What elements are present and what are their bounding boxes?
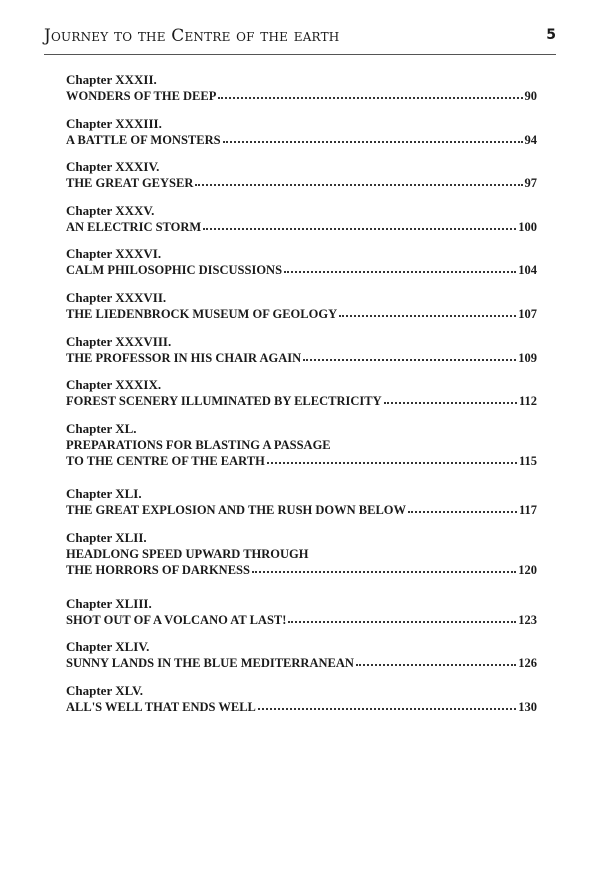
chapter-title-line xyxy=(66,502,537,518)
chapter-label: Chapter XLIV. xyxy=(66,639,150,655)
chapter-title-line xyxy=(66,88,537,104)
chapter-title-line xyxy=(66,655,537,671)
page-reference: 115 xyxy=(518,453,537,468)
book-title: Journey to the Centre of the earth xyxy=(44,26,340,46)
dot-leader xyxy=(267,461,517,464)
toc-entry xyxy=(66,72,537,116)
chapter-label: Chapter XLI. xyxy=(66,486,142,502)
chapter-label: Chapter XXXV. xyxy=(66,202,155,218)
chapter-label: Chapter XLIII. xyxy=(66,595,152,611)
toc-entry xyxy=(66,530,537,596)
toc-entry xyxy=(66,639,537,683)
toc-entry xyxy=(66,203,537,247)
chapter-title-line xyxy=(66,453,537,469)
chapter-label: Chapter XL. xyxy=(66,420,137,436)
page-reference: 130 xyxy=(518,699,537,714)
page-reference: 107 xyxy=(518,306,537,321)
dot-leader xyxy=(384,401,517,404)
chapter-title: TO THE CENTRE OF THE EARTH xyxy=(66,453,265,468)
dot-leader xyxy=(203,227,516,230)
chapter-label: Chapter XXXVI. xyxy=(66,246,162,262)
page-reference: 112 xyxy=(518,394,537,409)
chapter-title-line xyxy=(66,562,537,578)
dot-leader xyxy=(356,663,516,666)
dot-leader xyxy=(218,96,522,99)
chapter-title: THE GREAT GEYSER xyxy=(66,176,194,191)
toc-entry xyxy=(66,683,537,727)
toc-entry xyxy=(66,421,537,487)
chapter-title-line xyxy=(66,393,537,409)
page-reference: 104 xyxy=(518,263,537,278)
dot-leader xyxy=(258,707,516,710)
page-reference: 120 xyxy=(518,562,537,577)
page-header xyxy=(44,22,556,55)
chapter-title-line xyxy=(66,350,537,366)
dot-leader xyxy=(339,314,516,317)
chapter-label: Chapter XLV. xyxy=(66,682,144,698)
chapter-title: SHOT OUT OF A VOLCANO AT LAST! xyxy=(66,612,287,627)
chapter-title-line xyxy=(66,219,537,235)
chapter-label: Chapter XXXVII. xyxy=(66,289,167,305)
page-reference: 123 xyxy=(518,612,537,627)
chapter-title-line xyxy=(66,262,537,278)
page-reference: 90 xyxy=(524,89,537,103)
dot-leader xyxy=(408,510,517,513)
dot-leader xyxy=(303,358,516,361)
chapter-label: Chapter XXXIV. xyxy=(66,159,160,175)
chapter-label: Chapter XXXVIII. xyxy=(66,333,172,349)
toc-entry xyxy=(66,596,537,640)
page-reference: 126 xyxy=(518,656,537,671)
dot-leader xyxy=(195,183,522,186)
chapter-title: THE PROFESSOR IN HIS CHAIR AGAIN xyxy=(66,350,302,365)
chapter-title-line xyxy=(66,175,537,191)
chapter-title: HEADLONG SPEED UPWARD THROUGH xyxy=(66,546,309,561)
chapter-title-line xyxy=(66,306,537,322)
chapter-title: THE HORRORS OF DARKNESS xyxy=(66,562,250,577)
page-reference: 100 xyxy=(518,219,537,234)
page-reference: 117 xyxy=(518,503,537,518)
dot-leader xyxy=(252,570,516,573)
chapter-title-line xyxy=(66,132,537,148)
chapter-title: AN ELECTRIC STORM xyxy=(66,219,202,234)
chapter-title-line xyxy=(66,612,537,628)
chapter-title: ALL'S WELL THAT ENDS WELL xyxy=(66,699,256,714)
table-of-contents xyxy=(66,72,537,726)
chapter-title: FOREST SCENERY ILLUMINATED BY ELECTRICITY xyxy=(66,394,382,409)
chapter-label: Chapter XXXII. xyxy=(66,72,157,87)
toc-entry xyxy=(66,334,537,378)
dot-leader xyxy=(223,140,523,143)
chapter-title: WONDERS OF THE DEEP xyxy=(66,89,217,103)
page-reference: 109 xyxy=(518,350,537,365)
chapter-title: PREPARATIONS FOR BLASTING A PASSAGE xyxy=(66,437,331,452)
chapter-title: A BATTLE OF MONSTERS xyxy=(66,132,221,147)
dot-leader xyxy=(284,270,516,273)
page-reference: 97 xyxy=(524,176,537,191)
page-number: 5 xyxy=(546,27,556,43)
toc-entry xyxy=(66,116,537,160)
toc-entry xyxy=(66,377,537,421)
dot-leader xyxy=(288,620,516,623)
chapter-title: CALM PHILOSOPHIC DISCUSSIONS xyxy=(66,263,283,278)
toc-entry xyxy=(66,486,537,530)
chapter-label: Chapter XXXIII. xyxy=(66,115,162,131)
chapter-title: SUNNY LANDS IN THE BLUE MEDITERRANEAN xyxy=(66,656,354,671)
chapter-title-line xyxy=(66,546,537,562)
toc-entry xyxy=(66,246,537,290)
toc-entry xyxy=(66,159,537,203)
page-reference: 94 xyxy=(524,132,537,147)
toc-entry xyxy=(66,290,537,334)
chapter-label: Chapter XLII. xyxy=(66,529,147,545)
chapter-title: THE GREAT EXPLOSION AND THE RUSH DOWN BELOW xyxy=(66,503,407,518)
chapter-title: THE LIEDENBROCK MUSEUM OF GEOLOGY xyxy=(66,306,338,321)
chapter-title-line xyxy=(66,437,537,453)
chapter-title-line xyxy=(66,699,537,715)
chapter-label: Chapter XXXIX. xyxy=(66,377,162,393)
